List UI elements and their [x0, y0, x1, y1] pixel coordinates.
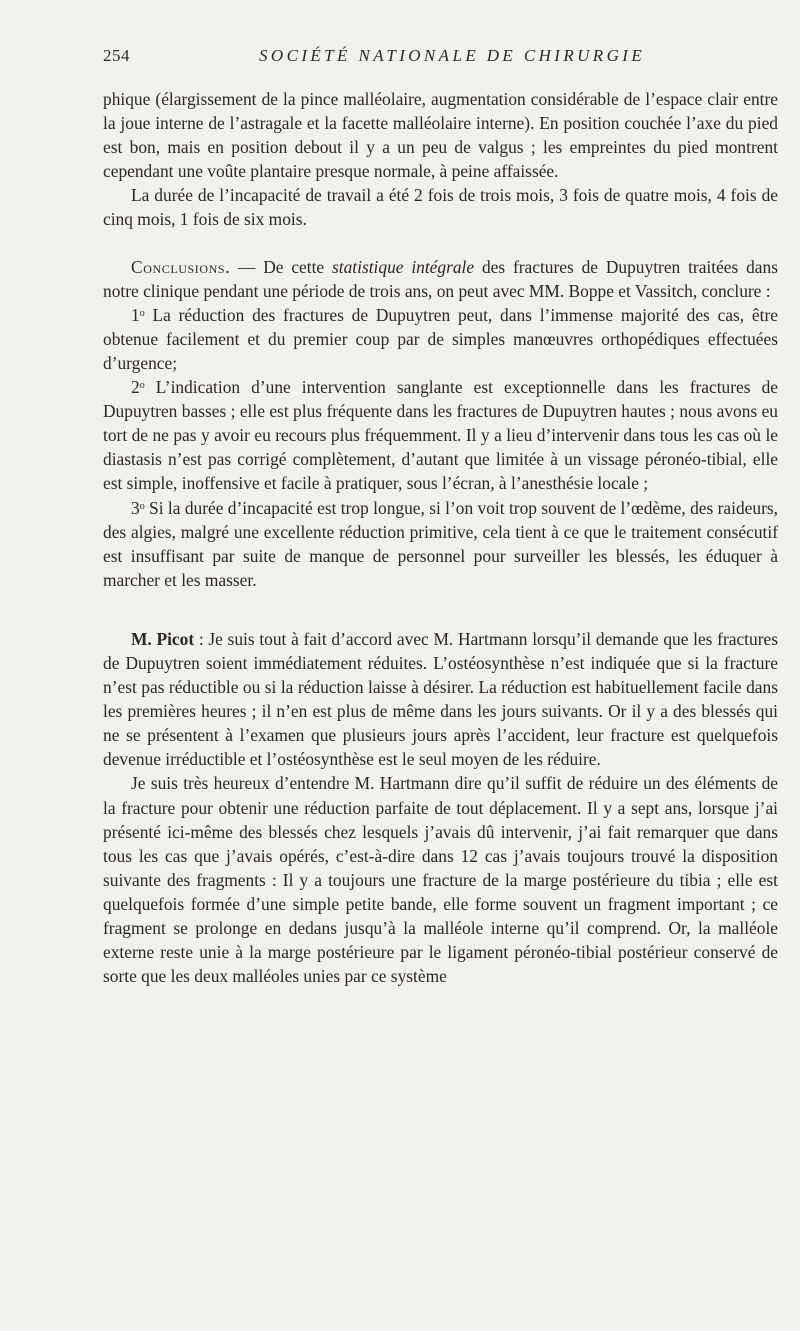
item-ordinal: o: [139, 307, 145, 319]
paragraph-last: Je suis très heureux d’entendre M. Hartmann dire qu’il suffit de réduire un des éléments de la fracture pour obtenir une réduction parfaite de tout déplacement. Il y a sept ans, lorsque j’ai présenté ici-même des blessés chez lesquels j’avais dû intervenir, j’ai fait remarquer que dans tous les cas que j’avais opérés, c’est-à-dire dans 12 cas j’avais toujours trouvé la disposition suivante des fragments : Il y a toujours une fracture de la marge postérieure du tibia ; elle est quelquefois formée d’une simple petite bande, elle forme souvent un fragment important ; ce fragment se prolonge en dedans jusqu’à la malléole interne qu’il comprend. Or, la malléole externe reste unie à la marge postérieure par le ligament péronéo-tibial postérieur conservé de sorte que les deux malléoles unies par ce système: [103, 773, 778, 987]
conclusions-label: Conclusions.: [131, 256, 231, 277]
list-item-2: [103, 375, 778, 495]
conclusions-emphasis: statistique intégrale: [331, 256, 475, 277]
running-title: SOCIÉTÉ NATIONALE DE CHIRURGIE: [259, 46, 646, 65]
item-text: La réduction des fractures de Dupuytren peut, dans l’immense majorité des cas, être obtenue facilement et du premier coup par de simples manœuvres orthopédiques effectuées d’urgence;: [103, 304, 778, 373]
paragraph-continuation: phique (élargissement de la pince malléolaire, augmentation considérable de l’espace clair entre la joue interne de l’astragale et la facette malléolaire interne). En position couchée l’axe du pied est bon, mais en position debout il y a un peu de valgus ; les empreintes du pied montrent cependant une voûte plantaire presque normale, à peine affaissée.: [103, 89, 778, 182]
page-body: [103, 87, 778, 988]
item-number: 2: [131, 377, 140, 398]
item-ordinal: o: [139, 500, 145, 512]
item-ordinal: o: [139, 380, 145, 392]
list-item-3: [103, 496, 778, 592]
item-text: L’indication d’une intervention sanglante est exceptionnelle dans les fractures de Dupuytren basses ; elle est plus fréquente dans les fractures de Dupuytren hautes ; nous avons eu tort de ne pas y avoir eu recours plus fréquemment. Il y a lieu d’intervenir dans tous les cas où le diastasis n’est pas corrigé complètement, d’autant que limitée à un vissage péronéo-tibial, elle est simple, inoffensive et facile à pratiquer, sous l’écran, à l’anesthésie locale ;: [103, 377, 778, 494]
item-number: 3: [131, 497, 140, 518]
page-number: 254: [103, 46, 130, 65]
item-number: 1: [131, 304, 140, 325]
paragraph-incapacity: La durée de l’incapacité de travail a été 2 fois de trois mois, 3 fois de quatre mois, 4 fois de cinq mois, 1 fois de six mois.: [103, 185, 778, 230]
paragraph-picot: [103, 627, 778, 772]
conclusions-text-b: des fractures de Dupuytren traitées dans notre clinique pendant une période de trois ans, on peut avec MM. Boppe et Vassitch, conclure :: [103, 256, 778, 301]
list-item-1: [103, 303, 778, 375]
paragraph-conclusions: [103, 255, 778, 303]
item-text: Si la durée d’incapacité est trop longue, si l’on voit trop souvent de l’œdème, des raideurs, des algies, malgré une excellente réduction primitive, cela tient à ce que le traitement consécutif est insuffisant par suite de manque de personnel pour surveiller les blessés, les éduquer à marcher et les masser.: [103, 497, 778, 590]
picot-text: : Je suis tout à fait d’accord avec M. Hartmann lorsqu’il demande que les fractures de Dupuytren soient immédiatement réduites. L’ostéosynthèse n’est indiquée que si la fracture n’est pas réductible ou si la réduction laisse à désirer. La réduction est habituellement facile dans les premières heures ; il n’en est plus de même dans les jours suivants. Or il y a des blessés qui ne se présentent à l’examen que plusieurs jours après l’accident, leur fracture est quelquefois devenue irréductible et l’ostéosynthèse est le seul moyen de les réduire.: [103, 628, 778, 770]
conclusions-text-a: — De cette: [230, 256, 332, 277]
speaker-name: M. Picot: [131, 628, 195, 649]
page-header: [103, 40, 778, 68]
